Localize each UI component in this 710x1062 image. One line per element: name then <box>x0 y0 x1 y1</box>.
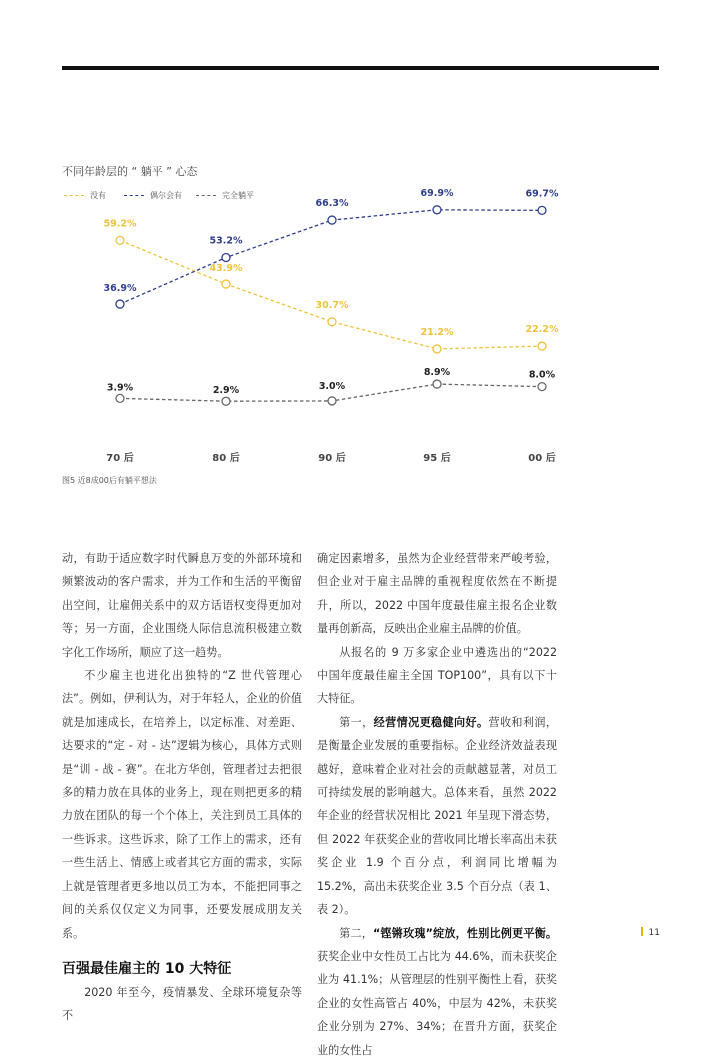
paragraph-body: 营收和利润，是衡量企业发展的重要指标。企业经济效益表现越好，意味着企业对社会的贡献越显著，对员工可持续发展的影响越大。总体来看，虽然 2022 年企业的经营状况相比 2021 年呈现下滑态势，但 2022 年获奖企业的营收同比增长率高出未获奖企业 1.9 个百分点，利润同比增幅为 15.2%，高出未获奖企业 3.5 个百分点（表 1、表 2）。 <box>317 715 557 917</box>
legend-label-fully: 完全躺平 <box>222 191 254 200</box>
legend-label-none: 没有 <box>90 191 106 200</box>
data-label: 30.7% <box>315 299 349 311</box>
x-tick-label: 95 后 <box>423 453 451 464</box>
paragraph-body: 获奖企业中女性员工占比为 44.6%，而未获奖企业为 41.1%；从管理层的性别平衡性上看，获奖企业的女性高管占 40%，中层为 42%，未获奖企业分别为 27%、34%；在晋升方面，获奖企业的女性占 <box>317 949 557 1057</box>
data-point <box>433 380 441 388</box>
data-label: 43.9% <box>209 263 243 275</box>
data-label: 22.2% <box>525 324 559 336</box>
data-point <box>328 216 336 224</box>
data-label: 8.9% <box>423 367 451 379</box>
data-point <box>538 342 546 350</box>
data-point <box>328 318 336 326</box>
x-tick-label: 90 后 <box>318 453 346 464</box>
paragraph: 确定因素增多，虽然为企业经营带来严峻考验，但企业对于雇主品牌的重视程度依然在不断提升，所以，2022 中国年度最佳雇主报名企业数量再创新高，反映出企业雇主品牌的价值。 <box>317 552 557 636</box>
data-point <box>328 397 336 405</box>
paragraph <box>317 922 557 1062</box>
page-number <box>641 927 660 938</box>
x-tick-label: 80 后 <box>212 453 240 464</box>
paragraph: 动，有助于适应数字时代瞬息万变的外部环境和频繁波动的客户需求，并为工作和生活的平衡留出空间，让雇佣关系中的双方话语权变得更加对等；另一方面，企业围绕人际信息流积极建立数字化工作场所，顺应了这一趋势。 <box>62 552 302 659</box>
legend-label-sometimes: 偶尔会有 <box>150 191 182 200</box>
data-point <box>433 206 441 214</box>
data-label: 3.0% <box>318 380 346 392</box>
data-point <box>222 280 230 288</box>
data-point <box>116 236 124 244</box>
data-point <box>116 394 124 402</box>
paragraph-lead: 第一， <box>339 715 374 729</box>
section-heading: 百强最佳雇主的 10 大特征 <box>62 960 232 977</box>
chart-title: 不同年龄层的 “ 躺平 ” 心态 <box>62 165 198 178</box>
page-number-text: 11 <box>648 928 660 938</box>
data-label: 3.9% <box>106 382 134 394</box>
paragraph-highlight: 经营情况更稳健向好。 <box>373 715 489 729</box>
paragraph: 2020 年至今，疫情暴发、全球环境复杂等不 <box>62 985 302 1023</box>
paragraph-lead: 第二， <box>339 926 374 940</box>
article-column-left <box>62 547 302 1028</box>
data-label: 66.3% <box>315 198 349 210</box>
x-tick-label: 00 后 <box>528 453 556 464</box>
data-point <box>538 206 546 214</box>
line-chart <box>0 0 710 470</box>
data-point <box>222 397 230 405</box>
data-label: 69.9% <box>420 187 454 199</box>
paragraph: 不少雇主也进化出独特的“Z 世代管理心法”。例如，伊利认为，对于年轻人，企业的价值就是加速成长，在培养上，以定标准、对差距、达要求的“定 - 对 - 达”逻辑为核心，具体方式则是“训 - 战 - 赛”。在北方华创，管理者过去把很多的精力放在具体的业务上，现在则把更多的精力放在团队的每一个个体上，关注到员工具体的一些诉求。这些诉求，除了工作上的需求，还有一些生活上、情感上或者其它方面的需求，实际上就是管理者更多地以员工为本，不能把同事之间的关系仅仅定义为同事，还要发展成朋友关系。 <box>62 669 302 940</box>
data-label: 8.0% <box>528 369 556 381</box>
page-number-marker <box>641 927 643 936</box>
series-line <box>120 240 542 349</box>
data-point <box>538 383 546 391</box>
data-label: 36.9% <box>103 283 137 295</box>
x-tick-label: 70 后 <box>106 453 134 464</box>
data-label: 53.2% <box>209 235 243 247</box>
paragraph <box>317 711 557 922</box>
data-point <box>222 254 230 262</box>
data-label: 2.9% <box>212 385 240 397</box>
data-label: 69.7% <box>525 188 559 200</box>
paragraph: 从报名的 9 万多家企业中遴选出的“2022 中国年度最佳雇主全国 TOP100”，具有以下十大特征。 <box>317 645 557 706</box>
data-point <box>433 345 441 353</box>
data-label: 59.2% <box>103 218 137 230</box>
figure-caption: 图5 近8成00后有躺平想法 <box>62 476 157 485</box>
paragraph-highlight: “铿锵玫瑰”绽放，性别比例更平衡。 <box>373 926 557 940</box>
article-column-right <box>317 547 557 1062</box>
data-label: 21.2% <box>420 326 454 338</box>
data-point <box>116 300 124 308</box>
